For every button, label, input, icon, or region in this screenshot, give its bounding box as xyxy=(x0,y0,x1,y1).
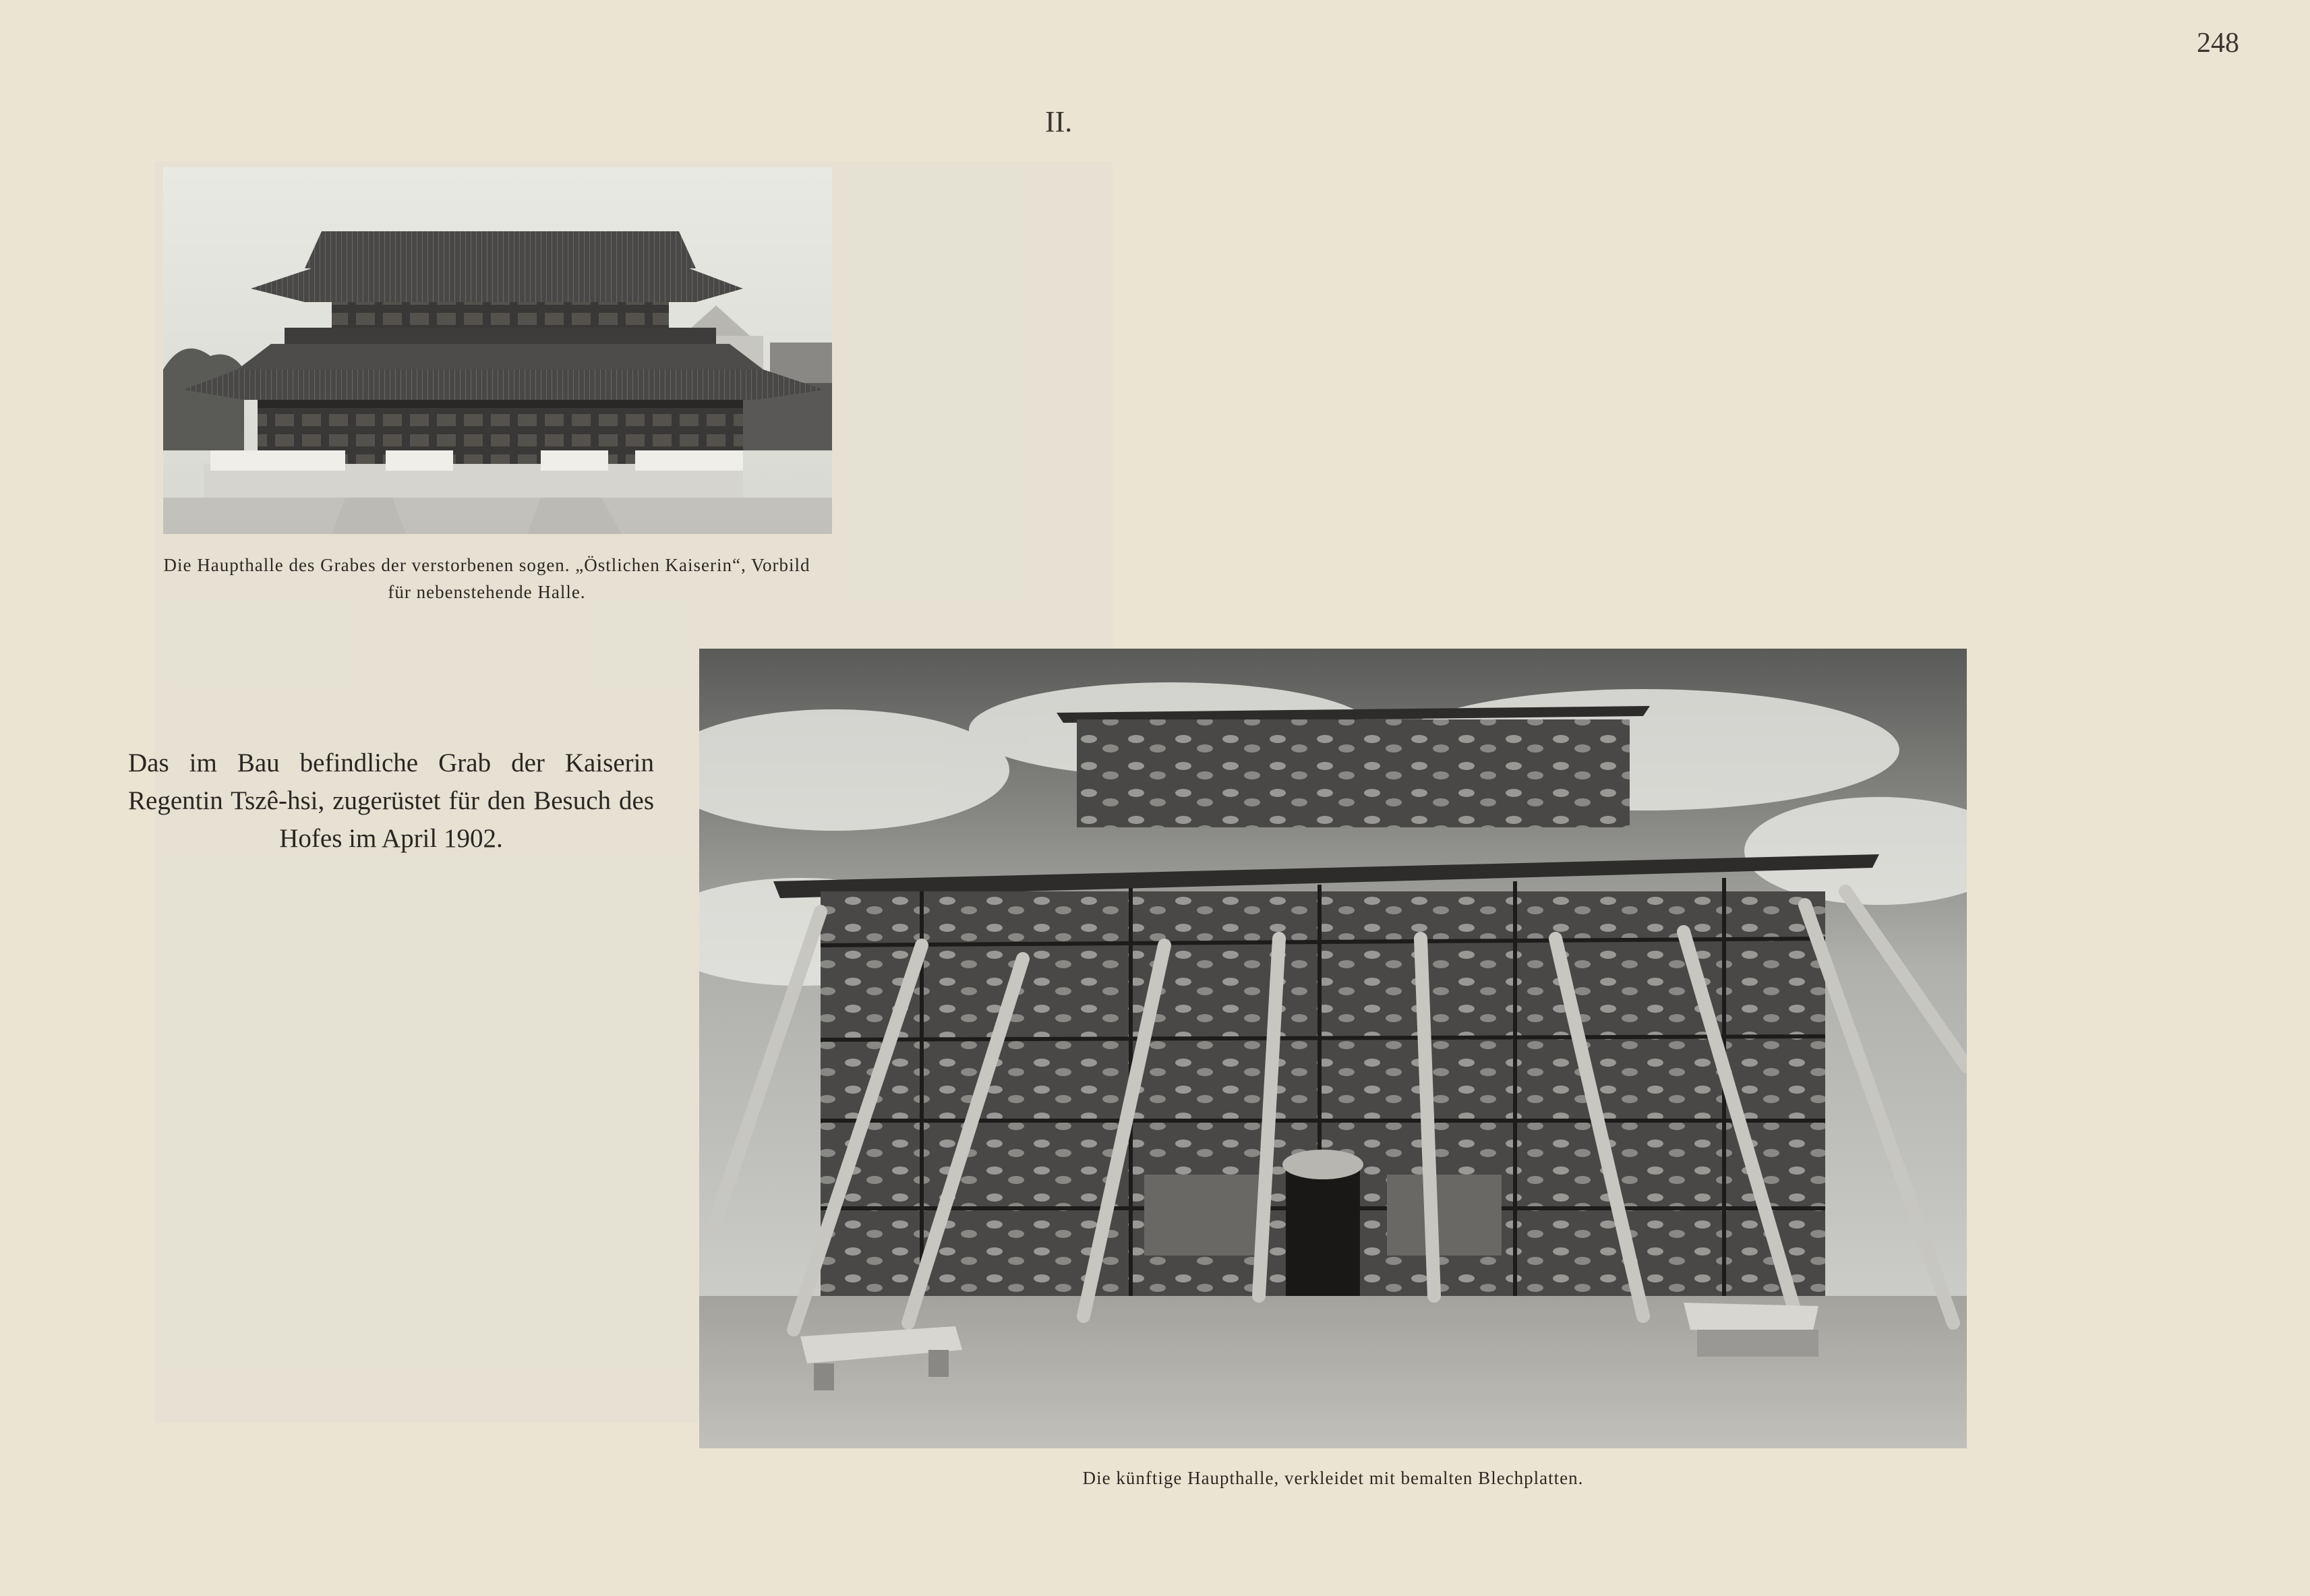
page-number: 248 xyxy=(2197,28,2239,59)
photo-main-hall-eastern-empress xyxy=(163,167,832,534)
caption-bottom-photo: Die künftige Haupthalle, verkleidet mit bemalten Blechplatten. xyxy=(1082,1468,1584,1488)
photo-future-main-hall xyxy=(699,649,1967,1448)
side-title-text: Das im Bau befindliche Grab der Kaiserin Regentin Tszê-hsi, zugerüstet für den Besuch des Hofes im April 1902. xyxy=(128,748,654,853)
plate-number: II. xyxy=(1045,105,1073,138)
caption-top-photo: Die Haupthalle des Grabes der verstorbenen sogen. „Östlichen Kaiserin“, Vorbild für nebenstehende Halle. xyxy=(163,555,810,602)
